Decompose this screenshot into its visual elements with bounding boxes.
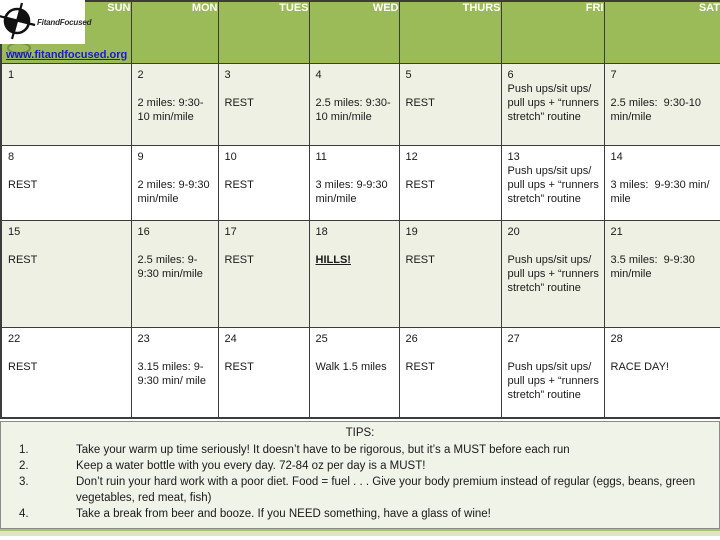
tips-title: TIPS:	[345, 427, 375, 439]
day-activity: REST	[405, 178, 435, 191]
calendar-cell-day-5	[399, 63, 501, 145]
weekday-label: THURS	[462, 2, 501, 14]
day-activity: Push ups/sit ups/ pull ups + “runners stretch” routine	[507, 164, 602, 205]
day-activity: REST	[224, 253, 254, 266]
day-activity: Walk 1.5 miles	[315, 360, 387, 373]
day-number: 26	[405, 332, 418, 345]
tip-item-2: Keep a water bottle with you every day. 72-84 oz per day is a MUST!	[76, 460, 426, 472]
day-number: 12	[405, 150, 418, 163]
day-number: 11	[315, 150, 327, 163]
calendar-cell-day-17	[218, 220, 309, 327]
day-number: 7	[610, 68, 617, 81]
day-activity	[2, 96, 131, 98]
calendar-cell-day-13	[501, 145, 604, 220]
calendar-cell-day-15	[1, 220, 131, 327]
calendar-cell-day-1	[1, 63, 131, 145]
calendar-cell-day-2	[131, 63, 218, 145]
calendar-cell-day-14	[604, 145, 720, 220]
day-activity: REST	[8, 253, 38, 266]
day-activity: REST	[405, 360, 435, 373]
calendar-cell-day-10	[218, 145, 309, 220]
day-number: 16	[137, 225, 150, 238]
day-activity: Push ups/sit ups/ pull ups + “runners stretch” routine	[507, 360, 602, 401]
calendar-cell-day-12	[399, 145, 501, 220]
bottom-accent-bar	[0, 529, 720, 536]
weekday-header-thurs	[399, 1, 501, 63]
day-number: 15	[8, 225, 21, 238]
calendar-cell-day-8	[1, 145, 131, 220]
day-activity: REST	[8, 360, 38, 373]
calendar-cell-day-9	[131, 145, 218, 220]
day-number: 8	[8, 150, 15, 163]
day-number: 27	[507, 332, 520, 345]
day-number: 22	[8, 332, 21, 345]
calendar-cell-day-22	[1, 327, 131, 418]
calendar-cell-day-11	[309, 145, 399, 220]
day-activity: 3 miles: 9-9:30 min/ mile	[610, 178, 713, 205]
weekday-label: WED	[372, 2, 399, 14]
day-activity: HILLS!	[315, 253, 351, 266]
day-activity: 3 miles: 9-9:30 min/mile	[315, 178, 391, 205]
day-activity: REST	[405, 96, 435, 109]
day-activity: 2.5 miles: 9:30-10 min/mile	[315, 96, 391, 123]
calendar-cell-day-24	[218, 327, 309, 418]
calendar-cell-day-28	[604, 327, 720, 418]
day-number: 2	[137, 68, 144, 81]
day-activity: 2 miles: 9:30-10 min/mile	[137, 96, 204, 123]
day-activity: REST	[8, 178, 38, 191]
calendar-cell-day-21	[604, 220, 720, 327]
weekday-header-tues	[218, 1, 309, 63]
day-activity: REST	[224, 96, 254, 109]
weekday-header-sat	[604, 1, 720, 63]
weekday-label: SAT	[698, 2, 720, 14]
day-activity: 2.5 miles: 9-9:30 min/mile	[137, 253, 203, 280]
calendar-cell-day-25	[309, 327, 399, 418]
calendar-cell-day-7	[604, 63, 720, 145]
day-number: 23	[137, 332, 150, 345]
day-number: 20	[507, 225, 520, 238]
day-activity: REST	[405, 253, 435, 266]
day-number: 4	[315, 68, 322, 81]
logo	[0, 0, 92, 44]
week-row-1	[1, 63, 720, 145]
weekday-header-row	[1, 1, 720, 63]
day-number: 9	[137, 150, 144, 163]
week-row-2	[1, 145, 720, 220]
tips-section	[0, 421, 720, 529]
website-link[interactable]: www.fitandfocused.org	[6, 48, 128, 61]
day-number: 1	[8, 68, 15, 81]
day-number: 6	[507, 68, 514, 81]
day-activity: REST	[224, 360, 254, 373]
day-activity: Push ups/sit ups/ pull ups + “runners stretch” routine	[507, 82, 602, 123]
crosshair-globe-icon	[0, 2, 36, 42]
day-number: 25	[315, 332, 328, 345]
calendar-cell-day-27	[501, 327, 604, 418]
weekday-header-mon	[131, 1, 218, 63]
day-number: 5	[405, 68, 412, 81]
tips-list	[1, 442, 719, 522]
calendar-cell-day-26	[399, 327, 501, 418]
day-number: 24	[224, 332, 237, 345]
day-activity: REST	[224, 178, 254, 191]
day-number: 3	[224, 68, 231, 81]
calendar-cell-day-23	[131, 327, 218, 418]
calendar-cell-day-20	[501, 220, 604, 327]
day-activity: RACE DAY!	[610, 360, 669, 373]
tip-item-4: Take a break from beer and booze. If you NEED something, have a glass of wine!	[76, 508, 491, 520]
day-number: 10	[224, 150, 237, 163]
calendar-cell-day-19	[399, 220, 501, 327]
day-activity: 3.15 miles: 9-9:30 min/ mile	[137, 360, 206, 387]
weekday-label: SUN	[107, 2, 131, 14]
calendar-cell-day-18	[309, 220, 399, 327]
calendar-cell-day-4	[309, 63, 399, 145]
weekday-label: FRI	[585, 2, 604, 14]
day-number: 13	[507, 150, 520, 163]
day-number: 14	[610, 150, 623, 163]
day-activity: 2 miles: 9-9:30 min/mile	[137, 178, 213, 205]
day-number: 28	[610, 332, 623, 345]
weekday-label: MON	[191, 2, 218, 14]
calendar-cell-day-16	[131, 220, 218, 327]
weekday-header-fri	[501, 1, 604, 63]
day-activity: 3.5 miles: 9-9:30 min/mile	[610, 253, 698, 280]
day-activity: 2.5 miles: 9:30-10 min/mile	[610, 96, 705, 123]
calendar-cell-day-6	[501, 63, 604, 145]
brand-name: FitandFocused	[37, 17, 92, 27]
tip-item-1: Take your warm up time seriously! It doesn’t have to be rigorous, but it’s a MUST before each run	[76, 444, 570, 456]
day-number: 19	[405, 225, 418, 238]
tip-item-3: Don’t ruin your hard work with a poor diet. Food = fuel . . . Give your body premium instead of regular (eggs, beans, green vegetables, red meat, fish)	[76, 476, 696, 504]
calendar-cell-day-3	[218, 63, 309, 145]
day-activity: Push ups/sit ups/ pull ups + “runners stretch” routine	[507, 253, 602, 294]
weekday-label: TUES	[279, 2, 309, 14]
day-number: 21	[610, 225, 623, 238]
weekday-header-wed	[309, 1, 399, 63]
day-number: 17	[224, 225, 237, 238]
week-row-3	[1, 220, 720, 327]
week-row-4	[1, 327, 720, 418]
day-number: 18	[315, 225, 328, 238]
